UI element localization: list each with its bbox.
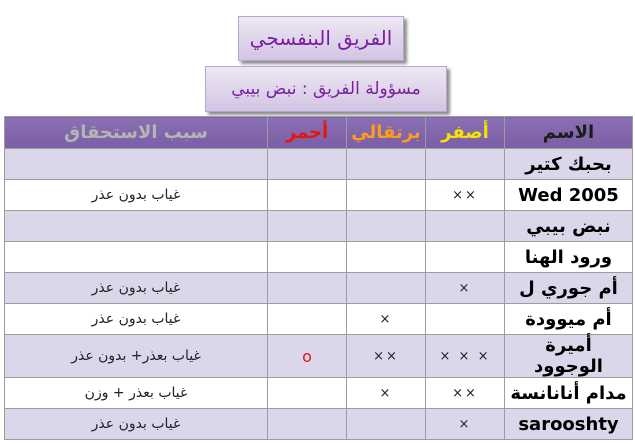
member-name: sarooshty — [505, 409, 633, 440]
penalty-reason — [5, 149, 268, 180]
team-name-title: الفريق البنفسجي — [238, 16, 404, 61]
member-name: نبض بيبي — [505, 211, 633, 242]
red-marks — [268, 378, 347, 409]
member-name: Wed 2005 — [505, 180, 633, 211]
yellow-marks — [426, 149, 505, 180]
red-marks — [268, 242, 347, 273]
orange-marks — [347, 409, 426, 440]
team-leader-label: مسؤولة الفريق : نبض بيبي — [205, 66, 447, 112]
table-row — [5, 335, 633, 378]
column-header-orange: برتقالي — [347, 117, 426, 149]
yellow-marks: × — [426, 273, 505, 304]
table-header-row — [5, 117, 633, 149]
yellow-marks — [426, 242, 505, 273]
member-name: أم ميوودة — [505, 304, 633, 335]
table-row — [5, 304, 633, 335]
red-marks — [268, 273, 347, 304]
penalty-reason: غياب بعذر+ بدون عذر — [5, 335, 268, 378]
penalty-table — [4, 116, 633, 440]
orange-marks: × — [347, 304, 426, 335]
yellow-marks: ×× — [426, 180, 505, 211]
orange-marks — [347, 273, 426, 304]
red-marks — [268, 211, 347, 242]
orange-marks: ×× — [347, 335, 426, 378]
member-name: مدام أنانانسة — [505, 378, 633, 409]
orange-marks — [347, 149, 426, 180]
penalty-reason: غياب بدون عذر — [5, 409, 268, 440]
penalty-reason — [5, 242, 268, 273]
table-row — [5, 242, 633, 273]
penalty-reason: غياب بدون عذر — [5, 304, 268, 335]
member-name: أميرة الوجوود — [505, 335, 633, 378]
member-name: ورود الهنا — [505, 242, 633, 273]
yellow-marks: × — [426, 409, 505, 440]
column-header-red: أحمر — [268, 117, 347, 149]
penalty-reason: غياب بدون عذر — [5, 180, 268, 211]
orange-marks — [347, 211, 426, 242]
yellow-marks — [426, 211, 505, 242]
red-marks — [268, 304, 347, 335]
table-row — [5, 149, 633, 180]
member-name: بحبك كتير — [505, 149, 633, 180]
orange-marks — [347, 180, 426, 211]
red-marks — [268, 409, 347, 440]
table-row — [5, 378, 633, 409]
table-row — [5, 409, 633, 440]
table-row — [5, 273, 633, 304]
column-header-reason: سبب الاستحقاق — [5, 117, 268, 149]
yellow-marks: ×× — [426, 378, 505, 409]
red-marks: o — [268, 335, 347, 378]
red-marks — [268, 180, 347, 211]
penalty-reason: غياب بعذر + وزن — [5, 378, 268, 409]
red-marks — [268, 149, 347, 180]
penalty-reason: غياب بدون عذر — [5, 273, 268, 304]
column-header-yellow: أصفر — [426, 117, 505, 149]
orange-marks: × — [347, 378, 426, 409]
table-row — [5, 211, 633, 242]
table-row — [5, 180, 633, 211]
orange-marks — [347, 242, 426, 273]
penalty-reason — [5, 211, 268, 242]
column-header-name: الاسم — [505, 117, 633, 149]
yellow-marks — [426, 304, 505, 335]
yellow-marks: × × × — [426, 335, 505, 378]
member-name: أم جوري ل — [505, 273, 633, 304]
